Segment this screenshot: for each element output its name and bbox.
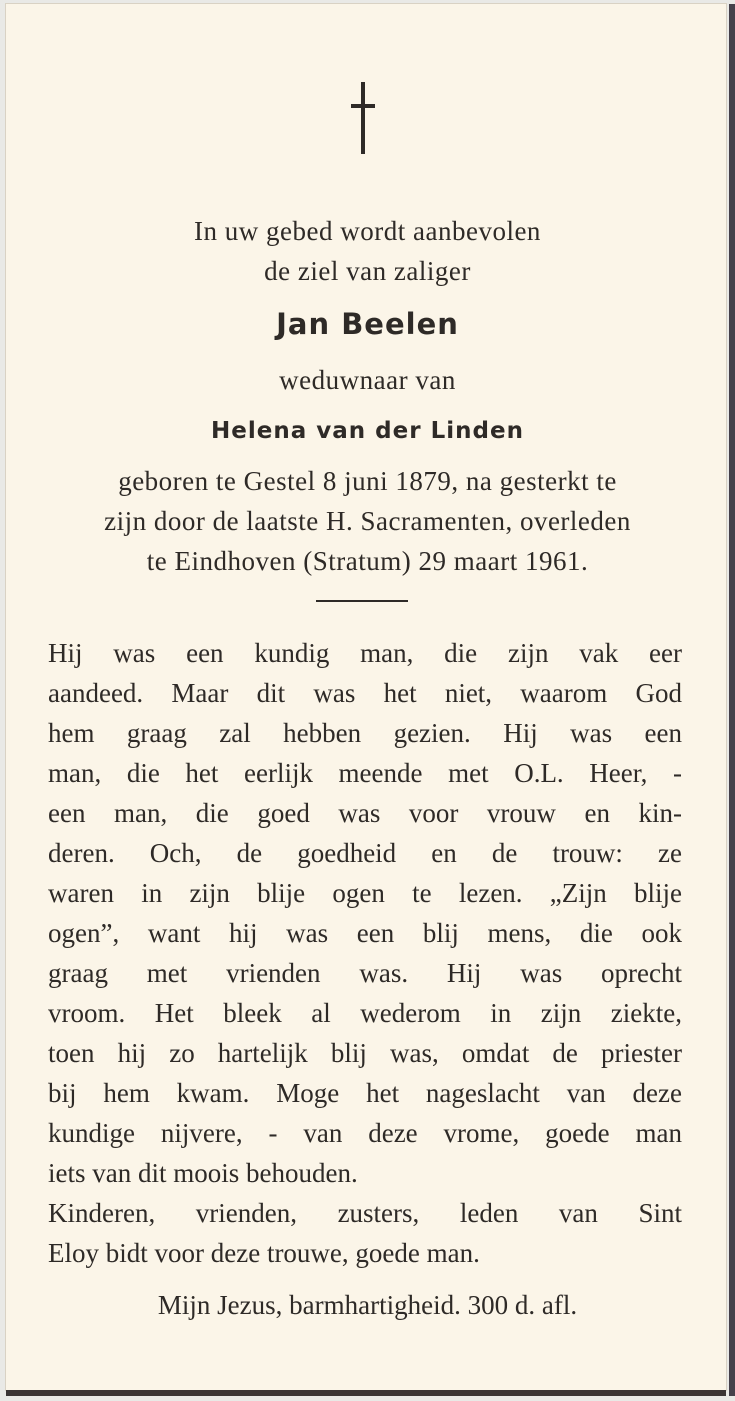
body-line: ogen”, want hij was een blij mens, die ook bbox=[48, 918, 682, 948]
card-edge bbox=[729, 4, 735, 1396]
body-line: toen hij zo hartelijk blij was, omdat de priester bbox=[48, 1038, 682, 1068]
body-line: iets van dit moois behouden. bbox=[48, 1158, 358, 1188]
dates-line-1: geboren te Gestel 8 juni 1879, na gesterkt te bbox=[118, 466, 617, 496]
intro-line-2: de ziel van zaliger bbox=[264, 256, 471, 286]
body-line: Eloy bidt voor deze trouwe, goede man. bbox=[48, 1238, 480, 1268]
intro-line-1: In uw gebed wordt aanbevolen bbox=[194, 216, 541, 246]
divider-line bbox=[316, 600, 408, 602]
body-line: Hij was een kundig man, die zijn vak eer bbox=[48, 638, 682, 668]
body-line: een man, die goed was voor vrouw en kin- bbox=[48, 798, 682, 828]
body-line: vroom. Het bleek al wederom in zijn ziekte, bbox=[48, 998, 682, 1028]
spouse-name: Helena van der Linden bbox=[211, 418, 524, 444]
cross-icon bbox=[351, 82, 375, 154]
closing-prayer: Mijn Jezus, barmhartigheid. 300 d. afl. bbox=[157, 1290, 578, 1320]
dates-line-3: te Eindhoven (Stratum) 29 maart 1961. bbox=[146, 546, 589, 576]
body-line: bij hem kwam. Moge het nageslacht van deze bbox=[48, 1078, 682, 1108]
body-line: kundige nijvere, - van deze vrome, goede man bbox=[48, 1118, 682, 1148]
dates-line-2: zijn door de laatste H. Sacramenten, overleden bbox=[104, 506, 631, 536]
body-line: Kinderen, vrienden, zusters, leden van Sint bbox=[48, 1198, 682, 1228]
relation-line: weduwnaar van bbox=[279, 365, 456, 395]
body-line: waren in zijn blije ogen te lezen. „Zijn blije bbox=[48, 878, 682, 908]
body-line: deren. Och, de goedheid en de trouw: ze bbox=[48, 838, 682, 868]
body-line: graag met vrienden was. Hij was oprecht bbox=[48, 958, 682, 988]
body-line: aandeed. Maar dit was het niet, waarom God bbox=[48, 678, 682, 708]
body-line: hem graag zal hebben gezien. Hij was een bbox=[48, 718, 682, 748]
body-line: man, die het eerlijk meende met O.L. Heer, - bbox=[48, 758, 682, 788]
deceased-name: Jan Beelen bbox=[276, 307, 459, 341]
